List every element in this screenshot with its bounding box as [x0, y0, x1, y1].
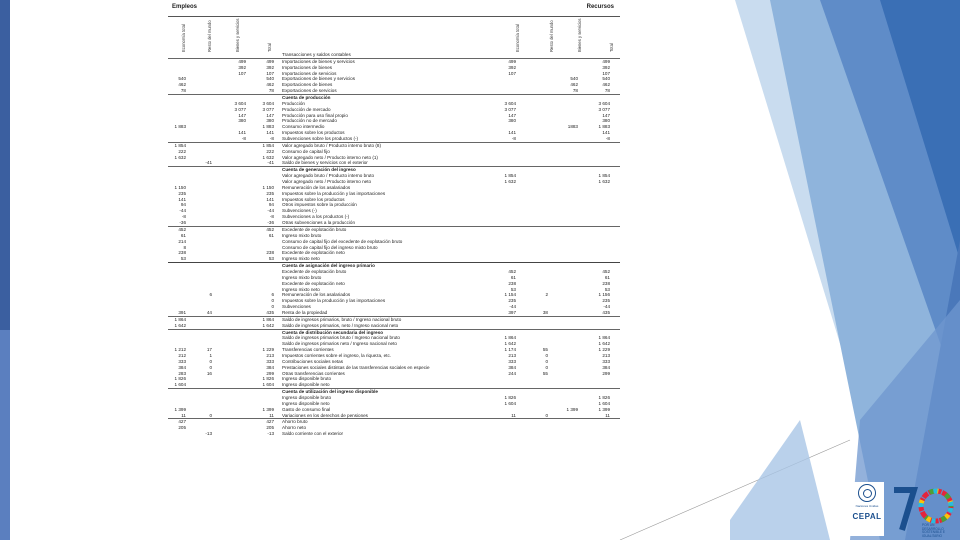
- uses-cell: 384: [266, 364, 274, 370]
- uses-cell: 107: [238, 70, 246, 76]
- uses-cell: 17: [206, 347, 212, 353]
- col-resto-mundo-resources: Resto del mundo: [549, 20, 554, 52]
- row-label: Ahorro bruto: [282, 419, 308, 425]
- uses-cell: 1 604: [262, 382, 274, 388]
- resources-cell: 540: [602, 76, 610, 82]
- resources-cell: 1 642: [504, 341, 516, 347]
- uses-cell: 299: [266, 370, 274, 376]
- resources-cell: 107: [508, 70, 516, 76]
- uses-cell: 107: [266, 70, 274, 76]
- uses-cell: -8: [241, 136, 246, 142]
- uses-cell: 235: [266, 190, 274, 196]
- left-strip-light: [0, 330, 10, 540]
- resources-cell: 55: [542, 347, 548, 353]
- row-label: Impuestos corrientes sobre el ingreso, la riqueza, etc.: [282, 352, 392, 358]
- uses-cell: 0: [271, 304, 274, 310]
- uses-cell: 1 642: [262, 322, 274, 328]
- resources-cell: 11: [605, 412, 610, 418]
- row-label: Cuenta de asignación del ingreso primario: [282, 263, 375, 269]
- resources-cell: 3 604: [598, 100, 610, 106]
- uses-cell: 283: [178, 370, 186, 376]
- un-emblem-icon: [858, 484, 876, 502]
- uses-cell: 3 077: [262, 106, 274, 112]
- uses-cell: 238: [266, 250, 274, 256]
- table-row: [168, 58, 620, 65]
- uses-cell: 435: [266, 309, 274, 315]
- uses-cell: -44: [179, 208, 186, 214]
- resources-cell: 0: [545, 364, 548, 370]
- row-label: Subvenciones sobre los productos (-): [282, 136, 359, 142]
- uses-cell: 3 077: [234, 106, 246, 112]
- cepal-wordmark: CEPAL: [852, 512, 882, 521]
- row-label: Saldo corriente con el exterior: [282, 431, 344, 437]
- resources-cell: 213: [602, 352, 610, 358]
- table-row: [168, 226, 620, 233]
- resources-cell: 452: [602, 268, 610, 274]
- resources-cell: 3 604: [504, 100, 516, 106]
- row-label: Transferencias corrientes: [282, 347, 334, 353]
- resources-cell: 1 399: [598, 406, 610, 412]
- row-label: Impuestos sobre los productos: [282, 130, 345, 136]
- table-header: [168, 2, 620, 17]
- col-bienes-servicios-uses: Bienes y servicios: [235, 18, 240, 52]
- row-label: Consumo intermedio: [282, 124, 325, 130]
- resources-cell: -8: [605, 136, 610, 142]
- resources-cell: 462: [602, 82, 610, 88]
- resources-cell: 1 854: [598, 173, 610, 179]
- row-label: Valor agregado bruto / Producto interno bruto (8): [282, 142, 381, 148]
- uses-cell: 147: [238, 112, 246, 118]
- uses-cell: 53: [180, 256, 186, 262]
- resources-cell: 107: [602, 70, 610, 76]
- resources-cell: 38: [542, 309, 548, 315]
- uses-cell: 1 854: [262, 142, 274, 148]
- row-label: Ingreso disponible neto: [282, 400, 330, 406]
- row-label: Variaciones en los derechos de pensiones: [282, 412, 368, 418]
- uses-cell: 391: [178, 309, 186, 315]
- row-label: Excedente de explotación neto: [282, 250, 345, 256]
- row-label: Saldo de ingresos primarios, neto / Ingreso nacional neto: [282, 322, 399, 328]
- resources-cell: 78: [604, 88, 610, 94]
- uses-cell: 8: [183, 244, 186, 250]
- row-label: Exportaciones de bienes y servicios: [282, 76, 356, 82]
- resources-cell: 452: [508, 268, 516, 274]
- row-label: Producción de mercado: [282, 106, 331, 112]
- uses-cell: -8: [181, 214, 186, 220]
- uses-cell: 6: [271, 292, 274, 298]
- uses-cell: 222: [178, 148, 186, 154]
- uses-cell: 0: [209, 412, 212, 418]
- col-economia-total-uses: Economía total: [181, 24, 186, 52]
- row-label: Cuenta de producción: [282, 95, 331, 101]
- row-label: Exportaciones de bienes: [282, 82, 333, 88]
- row-label: Gasto de consumo final: [282, 406, 331, 412]
- uses-cell: 44: [206, 309, 212, 315]
- uses-cell: -13: [205, 431, 212, 437]
- row-label: Ingreso disponible neto: [282, 382, 330, 388]
- resources-cell: 53: [604, 286, 610, 292]
- uses-cell: 212: [178, 352, 186, 358]
- resources-cell: 384: [602, 364, 610, 370]
- row-label: Cuenta de generación del ingreso: [282, 167, 356, 173]
- resources-cell: 11: [511, 412, 516, 418]
- un-caption: Naciones Unidas: [855, 504, 879, 508]
- uses-cell: 0: [209, 358, 212, 364]
- row-label: Ingreso mixto neto: [282, 286, 320, 292]
- row-label: Excedente de explotación neto: [282, 280, 345, 286]
- table-body: [168, 52, 620, 437]
- row-label: Otras subvenciones a la producción: [282, 220, 356, 226]
- resources-cell: 0: [545, 352, 548, 358]
- resources-cell: 238: [508, 280, 516, 286]
- uses-cell: 380: [266, 118, 274, 124]
- resources-cell: 3 077: [504, 106, 516, 112]
- uses-cell: 1 150: [262, 184, 274, 190]
- uses-cell: 499: [266, 58, 274, 64]
- uses-cell: 238: [178, 250, 186, 256]
- row-label: Ahorro neto: [282, 425, 307, 431]
- resources-cell: 0: [545, 412, 548, 418]
- accounts-table: [168, 2, 620, 540]
- row-label: Subvenciones a los productos (-): [282, 214, 350, 220]
- uses-cell: 205: [178, 425, 186, 431]
- resources-cell: 141: [602, 130, 610, 136]
- uses-cell: 94: [268, 202, 274, 208]
- col-economia-total-resources: Economía total: [515, 24, 520, 52]
- table-row: [168, 388, 620, 395]
- resources-cell: -8: [511, 136, 516, 142]
- resources-cell: 213: [508, 352, 516, 358]
- bottom-tri: [730, 420, 830, 540]
- resources-cell: 540: [570, 76, 578, 82]
- uses-cell: 205: [266, 425, 274, 431]
- resources-cell: 1 154: [504, 292, 516, 298]
- uses-cell: 78: [268, 88, 274, 94]
- resources-cell: 147: [602, 112, 610, 118]
- uses-cell: 141: [266, 196, 274, 202]
- uses-cell: -41: [267, 160, 274, 166]
- row-label: Producción para uso final propio: [282, 112, 348, 118]
- row-label: Contribuciones sociales netas: [282, 358, 344, 364]
- uses-cell: 384: [178, 364, 186, 370]
- uses-cell: 11: [269, 412, 274, 418]
- resources-cell: 435: [602, 309, 610, 315]
- table-row: [168, 94, 620, 101]
- uses-cell: 3 604: [234, 100, 246, 106]
- uses-cell: -36: [267, 220, 274, 226]
- resources-cell: 238: [602, 280, 610, 286]
- resources-cell: 244: [508, 370, 516, 376]
- uses-cell: 0: [271, 298, 274, 304]
- uses-cell: 540: [266, 76, 274, 82]
- table-row: [168, 262, 620, 269]
- uses-cell: 235: [178, 190, 186, 196]
- uses-cell: 11: [181, 412, 186, 418]
- resources-cell: 392: [602, 64, 610, 70]
- resources-cell: 1 826: [504, 394, 516, 400]
- resources-cell: 1 604: [504, 400, 516, 406]
- uses-cell: 78: [180, 88, 186, 94]
- uses-cell: -13: [267, 431, 274, 437]
- resources-cell: 0: [545, 358, 548, 364]
- uses-cell: 141: [178, 196, 186, 202]
- table-row: [168, 329, 620, 336]
- resources-cell: 1 229: [598, 347, 610, 353]
- resources-cell: 299: [602, 370, 610, 376]
- row-label: Subvenciones: [282, 304, 311, 310]
- uses-cell: 1 604: [174, 382, 186, 388]
- logos: [846, 482, 958, 538]
- resources-cell: 1 156: [598, 292, 610, 298]
- row-label: Saldo de ingresos primarios neto / Ingreso nacional neto: [282, 341, 397, 347]
- resources-cell: 462: [570, 82, 578, 88]
- uses-cell: 1 883: [262, 124, 274, 130]
- uses-cell: 94: [180, 202, 186, 208]
- uses-cell: 1 150: [174, 184, 186, 190]
- resources-cell: 1 399: [566, 406, 578, 412]
- uses-cell: 16: [206, 370, 212, 376]
- resources-cell: 384: [508, 364, 516, 370]
- uses-title: Empleos: [172, 4, 198, 10]
- row-label: Cuenta de distribución secundaria del ingreso: [282, 329, 384, 335]
- resources-cell: 235: [508, 298, 516, 304]
- row-label: Importaciones de bienes y servicios: [282, 58, 355, 64]
- resources-cell: 499: [602, 58, 610, 64]
- row-label: Remuneración de los asalariados: [282, 292, 351, 298]
- uses-cell: 333: [266, 358, 274, 364]
- uses-cell: -41: [205, 160, 212, 166]
- resources-cell: 333: [508, 358, 516, 364]
- uses-cell: 1 212: [174, 347, 186, 353]
- uses-cell: -8: [269, 136, 274, 142]
- uses-cell: 61: [180, 232, 186, 238]
- row-label: Consumo de capital fijo del excedente de explotación bruto: [282, 238, 403, 244]
- resources-cell: 1 854: [504, 173, 516, 179]
- resources-cell: 1 642: [598, 341, 610, 347]
- resources-cell: 2: [545, 292, 548, 298]
- resources-cell: 235: [602, 298, 610, 304]
- resources-cell: 499: [508, 58, 516, 64]
- row-label: Ingreso mixto bruto: [282, 232, 322, 238]
- row-label: Valor agregado bruto / Producto interno bruto: [282, 173, 375, 179]
- uses-cell: 333: [178, 358, 186, 364]
- row-label: Importaciones de bienes: [282, 64, 333, 70]
- uses-cell: 1 399: [174, 406, 186, 412]
- uses-cell: 452: [178, 226, 186, 232]
- uses-cell: 0: [209, 364, 212, 370]
- uses-cell: 1 642: [174, 322, 186, 328]
- col-bienes-servicios-resources: Bienes y servicios: [577, 18, 582, 52]
- resources-cell: 141: [508, 130, 516, 136]
- resources-cell: 1 174: [504, 347, 516, 353]
- row-label: Ingreso mixto bruto: [282, 274, 322, 280]
- row-label: Otros impuestos sobre la producción: [282, 202, 357, 208]
- row-label: Subvenciones (-): [282, 208, 317, 214]
- row-label: Renta de la propiedad: [282, 309, 328, 315]
- row-label: Excedente de explotación bruto: [282, 226, 347, 232]
- resources-cell: 61: [510, 274, 516, 280]
- col-resto-mundo-uses: Resto del mundo: [207, 20, 212, 52]
- col-total-uses: Total: [267, 43, 272, 52]
- resources-cell: 3 077: [598, 106, 610, 112]
- uses-cell: 1 826: [262, 376, 274, 382]
- uses-cell: 1 854: [174, 142, 186, 148]
- row-label: Ingreso disponible bruto: [282, 376, 332, 382]
- resources-cell: -44: [509, 304, 516, 310]
- uses-cell: 1 632: [262, 154, 274, 160]
- uses-cell: 427: [266, 419, 274, 425]
- uses-cell: 61: [268, 232, 274, 238]
- row-label: Consumo de capital fijo: [282, 148, 330, 154]
- row-label: Producción: [282, 100, 305, 106]
- uses-cell: 1 883: [174, 124, 186, 130]
- uses-cell: 213: [266, 352, 274, 358]
- resources-cell: 1 604: [598, 400, 610, 406]
- uses-cell: 222: [266, 148, 274, 154]
- resources-title: Recursos: [586, 4, 614, 10]
- row-label: Ingreso disponible bruto: [282, 394, 332, 400]
- uses-cell: 1 864: [174, 316, 186, 322]
- resources-cell: 380: [602, 118, 610, 124]
- resources-cell: 380: [508, 118, 516, 124]
- uses-cell: 141: [266, 130, 274, 136]
- row-label: Transacciones y saldos contables: [282, 52, 351, 57]
- table-row: [168, 431, 620, 437]
- uses-cell: 1 399: [262, 406, 274, 412]
- resources-cell: -44: [603, 304, 610, 310]
- resources-cell: 1 864: [598, 335, 610, 341]
- resources-cell: 78: [572, 88, 578, 94]
- resources-cell: 61: [604, 274, 610, 280]
- resources-cell: 1 864: [504, 335, 516, 341]
- uses-cell: 3 604: [262, 100, 274, 106]
- row-label: Consumo de capital fijo del ingreso mixto bruto: [282, 244, 378, 250]
- row-label: Importaciones de servicios: [282, 70, 337, 76]
- uses-cell: 462: [266, 82, 274, 88]
- uses-cell: 452: [266, 226, 274, 232]
- uses-cell: -44: [267, 208, 274, 214]
- uses-cell: 462: [178, 82, 186, 88]
- uses-cell: 380: [238, 118, 246, 124]
- resources-cell: 53: [510, 286, 516, 292]
- uses-cell: 141: [238, 130, 246, 136]
- resources-cell: 1 883: [598, 124, 610, 130]
- uses-cell: 1 632: [174, 154, 186, 160]
- resources-cell: 392: [508, 64, 516, 70]
- resources-cell: 397: [508, 309, 516, 315]
- row-label: Saldo de bienes y servicios con el exterior: [282, 160, 368, 166]
- row-label: Otras transferencias corrientes: [282, 370, 345, 376]
- row-label: Ingreso mixto neto: [282, 256, 320, 262]
- row-label: Prestaciones sociales distintas de las transferencias sociales en especie: [282, 364, 430, 370]
- table-row: [168, 316, 620, 323]
- row-label: Valor agregado neto / Producto interno neto (1): [282, 154, 378, 160]
- row-label: Excedente de explotación bruto: [282, 268, 347, 274]
- seventy-caption: POR UN DESARROLLO SOSTENIBLE E IGUALITARIO: [922, 523, 946, 538]
- uses-cell: 499: [238, 58, 246, 64]
- resources-cell: 333: [602, 358, 610, 364]
- row-label: Exportaciones de servicios: [282, 88, 337, 94]
- uses-cell: 6: [209, 292, 212, 298]
- col-total-resources: Total: [609, 43, 614, 52]
- resources-cell: 1883: [567, 124, 578, 130]
- resources-cell: 1 632: [598, 179, 610, 185]
- row-label: Producción no de mercado: [282, 118, 337, 124]
- row-label: Impuestos sobre los productos: [282, 196, 345, 202]
- un-cepal-logo: [850, 482, 884, 536]
- resources-cell: 1 826: [598, 394, 610, 400]
- uses-cell: 427: [178, 419, 186, 425]
- uses-cell: 1 826: [174, 376, 186, 382]
- row-label: Cuenta de utilización del ingreso disponible: [282, 389, 378, 395]
- row-label: Impuestos sobre la producción y las importaciones: [282, 298, 386, 304]
- table-row: [168, 418, 620, 425]
- row-label: Remuneración de los asalariados: [282, 184, 351, 190]
- uses-cell: 147: [266, 112, 274, 118]
- uses-cell: -36: [179, 220, 186, 226]
- table-row: [168, 166, 620, 173]
- uses-cell: 53: [268, 256, 274, 262]
- resources-cell: 55: [542, 370, 548, 376]
- table-row: [168, 142, 620, 149]
- row-label: Saldo de ingresos primarios, bruto / Ingreso nacional bruto: [282, 316, 402, 322]
- uses-cell: 1 864: [262, 316, 274, 322]
- uses-cell: -8: [269, 214, 274, 220]
- uses-cell: 1: [209, 352, 212, 358]
- resources-cell: 147: [508, 112, 516, 118]
- row-label: Impuestos sobre la producción y las importaciones: [282, 190, 386, 196]
- row-label: Saldo de ingresos primarios bruto / Ingreso nacional bruto: [282, 335, 400, 341]
- uses-cell: 392: [266, 64, 274, 70]
- uses-cell: 1 229: [262, 347, 274, 353]
- uses-cell: 540: [178, 76, 186, 82]
- anniversary-logo: [892, 484, 956, 536]
- uses-cell: 214: [178, 238, 186, 244]
- row-label: Valor agregado neto / Producto interno neto: [282, 179, 372, 185]
- uses-cell: 392: [238, 64, 246, 70]
- resources-cell: 1 632: [504, 179, 516, 185]
